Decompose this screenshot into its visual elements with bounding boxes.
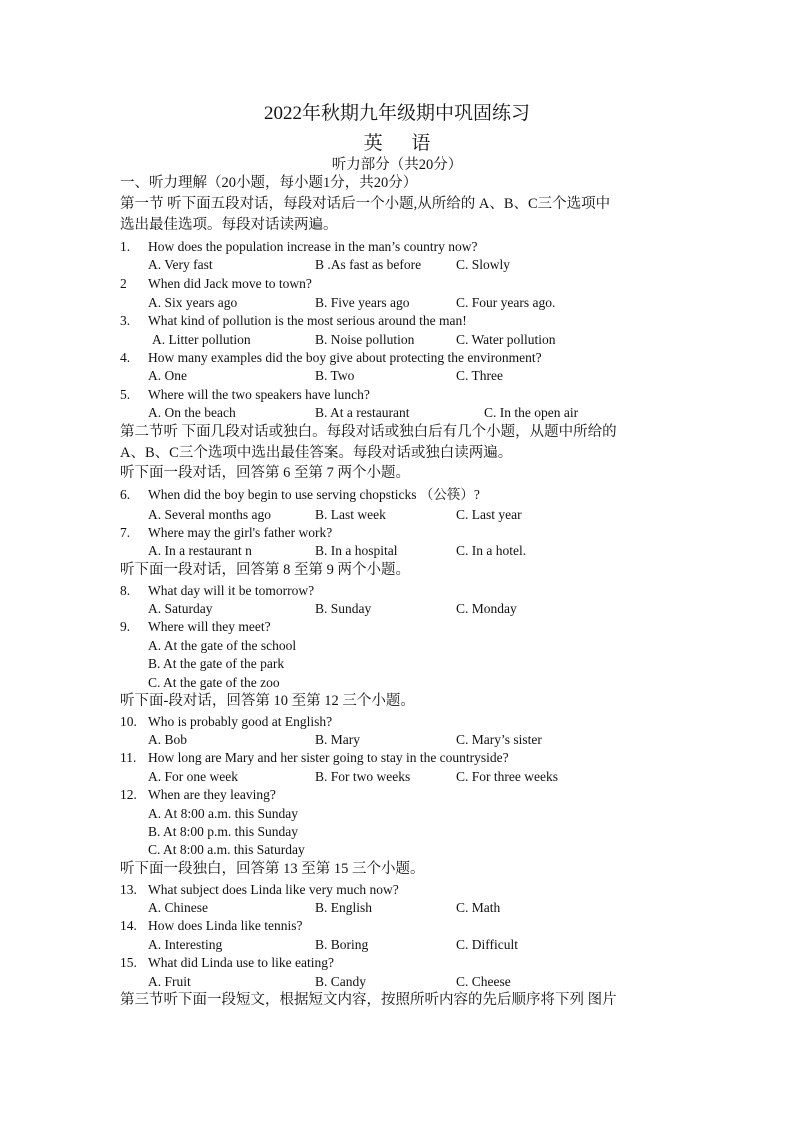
option-a: A. For one week [148,769,238,784]
option-b: B. At a restaurant [315,405,410,420]
question-text: When are they leaving? [148,787,276,802]
option-c: C. In a hotel. [456,543,527,558]
option-a: A. Bob [148,732,188,747]
option-a: A. On the beach [148,405,236,420]
option-c: C. Slowly [456,257,511,272]
option-a: A. Several months ago [148,507,271,522]
option-b: B. Candy [315,974,367,989]
subject-title: 英 语 [363,133,443,154]
section2-instruction-1: 第二节听 下面几段对话或独白。每段对话或独白后有几个小题，从题中所给的 [120,424,617,440]
option-c: C. Four years ago. [456,295,556,310]
dialogue-intro-3: 听下面-段对话，回答第 10 至第 12 三个小题。 [120,693,415,709]
question-text: What kind of pollution is the most serious around the man! [148,313,467,328]
question-text: Where may the girl's father work? [148,525,333,540]
section2-instruction-2: A、B、C三个选项中选出最佳答案。每段对话或独白读两遍。 [120,445,513,461]
option-b: B. English [315,900,373,915]
question-text: How many examples did the boy give about protecting the environment? [148,350,542,365]
option-b: B. Noise pollution [315,332,415,347]
question-text: Where will they meet? [148,619,271,634]
question-number: 13. [120,882,137,897]
question-number: 7. [120,525,131,540]
option-c: C. Math [456,900,501,915]
question-text: What day will it be tomorrow? [148,583,315,598]
option-b: B. For two weeks [315,769,411,784]
option-c: C. Difficult [456,937,518,952]
option-a: A. Saturday [148,601,213,616]
option-b: B. Last week [315,507,386,522]
option-a: A. Six years ago [148,295,238,310]
section1-instruction-2: 选出最佳选项。每段对话读两遍。 [120,217,338,233]
option-a: A. One [148,368,187,383]
question-text: How long are Mary and her sister going to stay in the countryside? [148,750,509,765]
option-c: C. Water pollution [456,332,556,347]
question-text: What did Linda use to like eating? [148,955,334,970]
option-a: A. Fruit [148,974,191,989]
part-title: 听力部分（共20分） [331,157,463,173]
question-1 [120,238,130,256]
option-a: A. At 8:00 a.m. this Sunday [148,806,299,821]
question-number: 2 [120,276,127,291]
dialogue-intro-1: 听下面一段对话，回答第 6 至第 7 两个小题。 [120,465,410,481]
section3-instruction: 第三节听下面一段短文，根据短文内容，按照所听内容的先后顺序将下列 图片 [120,992,617,1008]
question-number: 9. [120,619,131,634]
question-number: 8. [120,583,131,598]
option-b: B. At the gate of the park [148,656,285,671]
option-b: B .As fast as before [315,257,422,272]
question-number: 12. [120,787,137,802]
option-a: A. At the gate of the school [148,638,297,653]
section-heading: 一、听力理解（20小题，每小题1分，共20分） [120,175,418,191]
option-a: A. Litter pollution [152,332,251,347]
question-number: 10. [120,714,137,729]
option-b: B. Two [315,368,355,383]
section1-instruction-1: 第一节 听下面五段对话，每段对话后一个小题,从所给的 A、B、C三个选项中 [120,196,611,212]
option-a: A. In a restaurant n [148,543,252,558]
option-b: B. Boring [315,937,369,952]
option-c: C. Cheese [456,974,511,989]
question-number: 15. [120,955,137,970]
dialogue-intro-4: 听下面一段独白，回答第 13 至第 15 三个小题。 [120,861,425,877]
option-c: C. Three [456,368,503,383]
option-a: A. Chinese [148,900,208,915]
option-c: C. At the gate of the zoo [148,675,280,690]
option-b: B. In a hospital [315,543,398,558]
question-number: 1. [120,239,131,254]
option-c: C. Monday [456,601,517,616]
question-number: 4. [120,350,131,365]
option-c: C. In the open air [484,405,579,420]
option-a: A. Interesting [148,937,223,952]
option-b: B. Five years ago [315,295,410,310]
question-number: 6. [120,487,131,502]
option-c: C. Last year [456,507,522,522]
option-c: C. For three weeks [456,769,558,784]
question-number: 11. [120,750,137,765]
dialogue-intro-2: 听下面一段对话，回答第 8 至第 9 两个小题。 [120,562,410,578]
question-number: 3. [120,313,131,328]
option-c: C. At 8:00 a.m. this Saturday [148,842,305,857]
option-c: C. Mary’s sister [456,732,542,747]
option-b: B. At 8:00 p.m. this Sunday [148,824,299,839]
question-number: 5. [120,387,131,402]
question-number: 14. [120,918,137,933]
option-b: B. Sunday [315,601,372,616]
question-text: Where will the two speakers have lunch? [148,387,370,402]
question-text: Who is probably good at English? [148,714,333,729]
question-text: How does Linda like tennis? [148,918,303,933]
option-b: B. Mary [315,732,360,747]
exam-title: 2022年秋期九年级期中巩固练习 [263,103,530,124]
question-text: How does the population increase in the man’s country now? [148,239,478,254]
question-text: When did Jack move to town? [148,276,312,291]
question-text: What subject does Linda like very much now? [148,882,399,897]
question-text: When did the boy begin to use serving chopsticks （公筷）? [148,487,480,502]
option-a: A. Very fast [148,257,213,272]
